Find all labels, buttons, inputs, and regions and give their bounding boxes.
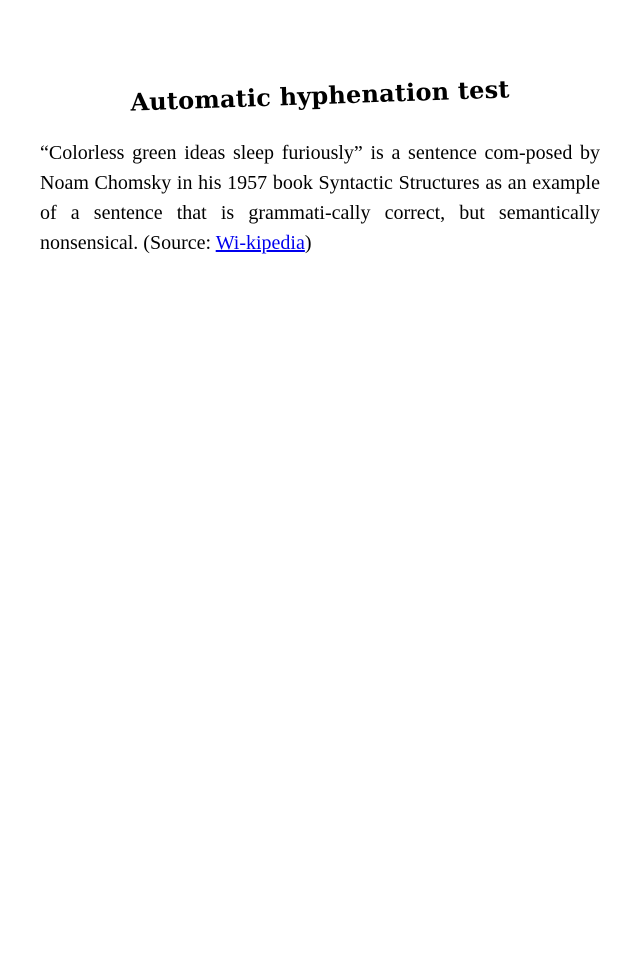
page-title: Automatic hyphenation test xyxy=(129,74,511,117)
body-paragraph xyxy=(40,138,600,258)
closing-paren: ) xyxy=(304,232,312,254)
paragraph-line-2: posed by Noam Chomsky in his 1957 book Syntactic xyxy=(40,142,600,194)
paragraph-line-3: Structures as an example of a sentence that is grammati- xyxy=(40,172,600,224)
paragraph-line-4: cally correct, but semantically nonsensical. (Source: xyxy=(40,202,600,254)
paragraph-line-1: “Colorless green ideas sleep furiously” is a sentence com- xyxy=(40,142,526,164)
wikipedia-link[interactable] xyxy=(216,232,305,254)
wikipedia-link-part-2: kipedia xyxy=(246,232,305,254)
wikipedia-link-part-1: Wi- xyxy=(215,232,246,254)
page xyxy=(40,0,600,258)
